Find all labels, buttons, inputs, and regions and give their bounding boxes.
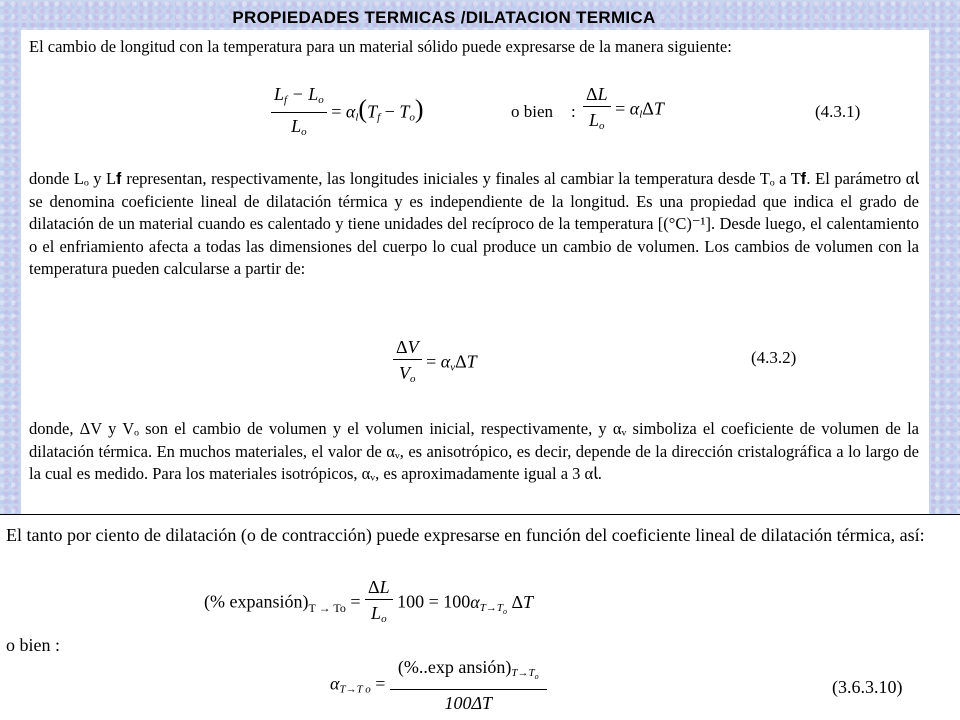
eq1-obien-text: o bien xyxy=(511,102,554,121)
eq3-mid-text: 100 = 100 xyxy=(397,591,471,612)
equation-number-3-6-3-10: (3.6.3.10) xyxy=(832,677,903,697)
bottom-obien-text: o bien : xyxy=(6,635,60,655)
explanation-paragraph: donde Lₒ y L𝐟 representan, respectivamente, las longitudes iniciales y finales al cambiar la temperatura desde Tₒ a T𝐟. El parámetro α𝗅 se denomina coeficiente lineal de dilatación térmica y es independiente de la longitud. Es una propiedad que indica el grado de dilatación de un material cuando es calentado y tiene unidades del recíproco de la temperatura [(°C)⁻¹]. Desde luego, el calentamiento o el enfriamiento afecta a todas las dimensiones del cuerpo lo cual produce un cambio de volumen. Los cambios de volumen con la temperatura pueden calcularse a partir de: xyxy=(29,169,919,278)
equation-percent-expansion: (% $expansión)_{T \to To}$ = $\frac{\Delta L}{L_o}$ $100 = 100\alpha_{T\to T_o}$ ΔT xyxy=(204,577,534,625)
equation-4-3-1: $\frac{L_f - L_o}{L_o}$ = $\alpha_l(T_f - T_o)$ xyxy=(271,82,424,145)
content-panel xyxy=(21,30,929,515)
equation-4-3-1-alt: $\frac{\Delta L}{L_o}$ = $\alpha_l\Delta T$ xyxy=(583,82,664,139)
bottom-section xyxy=(0,515,960,720)
bottom-paragraph: El tanto por ciento de dilatación (o de contracción) puede expresarse en función del coeficiente lineal de dilatación térmica, así: xyxy=(6,525,925,545)
equation-4-3-2: $\frac{\Delta V}{V_o}$ = $\alpha_v\Delta T$ xyxy=(393,335,477,392)
page-title: PROPIEDADES TERMICAS /DILATACION TERMICA xyxy=(232,8,656,27)
eq1-colon: : xyxy=(571,102,576,121)
eq3-subscript: T → To xyxy=(308,601,346,616)
eq3-left-text: (% expansión) xyxy=(204,591,309,612)
equation-number-4-3-1: (4.3.1) xyxy=(815,102,861,121)
equation-number-4-3-2: (4.3.2) xyxy=(751,348,797,367)
eq4-numerator: (%..exp ansión) xyxy=(397,657,512,677)
intro-paragraph: El cambio de longitud con la temperatura para un material sólido puede expresarse de la manera siguiente: xyxy=(29,37,732,56)
volume-paragraph: donde, ΔV y Vₒ son el cambio de volumen y el volumen inicial, respectivamente, y αᵥ simboliza el coeficiente de volumen de la dilatación térmica. En muchos materiales, el valor de αᵥ, es anisotrópico, es decir, depende de la dirección cristalográfica a lo largo de la cual es medido. Para los materiales isotrópicos, αᵥ, es aproximadamente igual a 3 α𝗅. xyxy=(29,419,919,483)
eq4-denominator: 100ΔT xyxy=(444,693,493,714)
equation-3-6-3-10: $\alpha_{T\to T o}$ = $\frac{(\%..\exp ansión)_{T\to T_o}}{100\Delta T}$ xyxy=(330,655,547,716)
